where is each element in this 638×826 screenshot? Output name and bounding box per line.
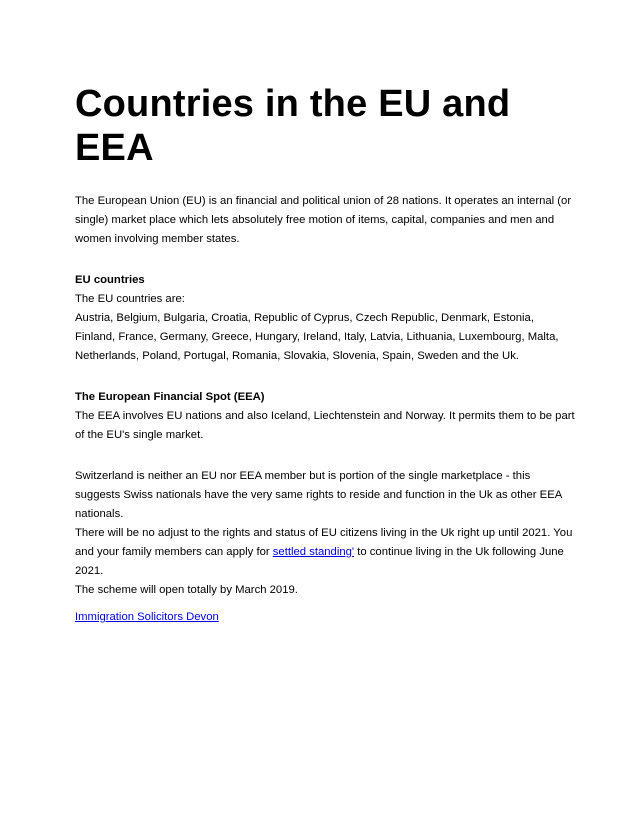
spacer <box>75 249 575 271</box>
eea-heading: The European Financial Spot (EEA) <box>75 391 265 403</box>
rights-text-before: There will be no adjust to the rights and status of EU citizens living in the Uk right up until 2021. You and your family members can apply for <box>75 527 573 558</box>
switzerland-paragraph: Switzerland is neither an EU nor EEA member but is portion of the single marketplace - this suggests Swiss nationals have the very same rights to reside and function in the Uk as other EEA nationals. <box>75 470 562 520</box>
footer-link-paragraph <box>75 608 575 627</box>
eu-countries-heading: EU countries <box>75 274 145 286</box>
document-page <box>75 82 575 627</box>
eea-paragraph: The EEA involves EU nations and also Iceland, Liechtenstein and Norway. It permits them to be part of the EU's single market. <box>75 410 575 441</box>
spacer <box>75 445 575 467</box>
rights-paragraph <box>75 524 575 581</box>
page-title: Countries in the EU and EEA <box>75 83 511 169</box>
spacer <box>75 600 575 608</box>
eu-countries-lead: The EU countries are: <box>75 293 185 305</box>
scheme-paragraph: The scheme will open totally by March 2019. <box>75 584 298 596</box>
immigration-solicitors-link[interactable]: Immigration Solicitors Devon <box>75 611 219 623</box>
rights-text-after: to continue living in the Uk following June 2021. <box>75 546 564 577</box>
intro-paragraph: The European Union (EU) is an financial and political union of 28 nations. It operates an internal (or single) market place which lets absolutely free motion of items, capital, companies and men and women involving member states. <box>75 195 572 245</box>
spacer <box>75 366 575 388</box>
settled-standing-link[interactable]: settled standing' <box>272 546 355 558</box>
eu-countries-list: Austria, Belgium, Bulgaria, Croatia, Republic of Cyprus, Czech Republic, Denmark, Estonia, Finland, France, Germany, Greece, Hungary, Ireland, Italy, Latvia, Lithuania, Luxembourg, Malta, Netherlands, Poland, Portugal, Romania, Slovakia, Slovenia, Spain, Sweden and the Uk. <box>75 312 559 362</box>
